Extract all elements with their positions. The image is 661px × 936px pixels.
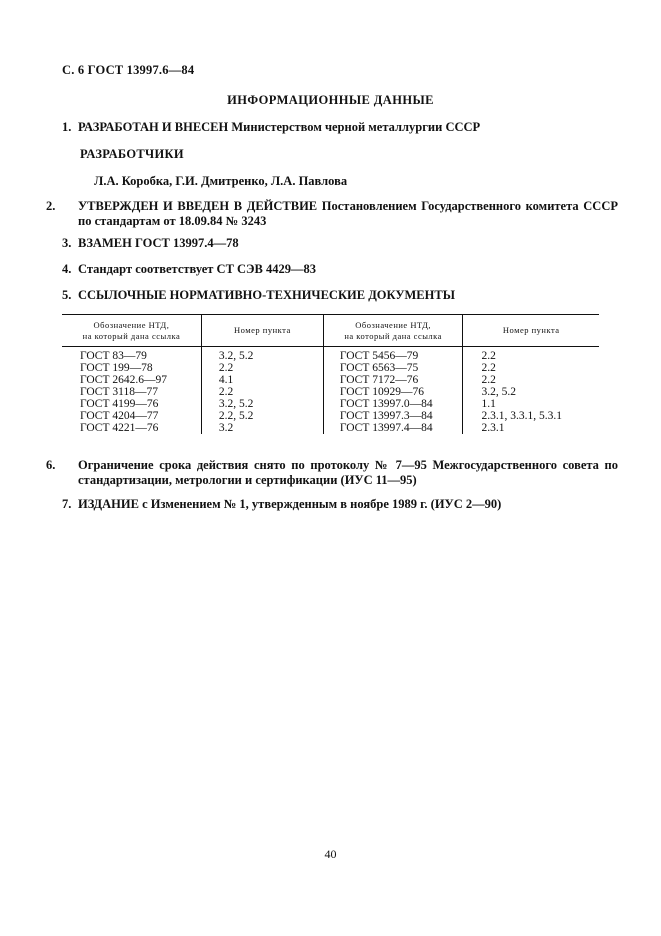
ntd-cell: ГОСТ 5456—79	[323, 347, 463, 363]
section-title: ИНФОРМАЦИОННЫЕ ДАННЫЕ	[227, 93, 434, 107]
item-text: ВЗАМЕН ГОСТ 13997.4—78	[78, 236, 239, 250]
table-header-row	[62, 315, 599, 347]
header-point-right: Номер пункта	[463, 315, 599, 347]
developers-label: РАЗРАБОТЧИКИ	[80, 147, 184, 161]
point-cell: 3.2, 5.2	[481, 386, 516, 398]
header-ntd-line2: на который дана ссылка	[344, 330, 442, 341]
item-text: УТВЕРЖДЕН И ВВЕДЕН В ДЕЙСТВИЕ Постановлением Государственного комитета СССР по стандартам от 18.09.84 № 3243	[78, 199, 618, 228]
item-2	[46, 199, 618, 229]
item-number: 6.	[46, 458, 56, 472]
table-row	[62, 410, 599, 422]
header-ntd-line2: на который дана ссылка	[82, 330, 181, 341]
point-cell: 3.2, 5.2	[201, 398, 323, 410]
point-cell: 2.2	[201, 362, 323, 374]
item-number: 7.	[62, 497, 72, 511]
item-3	[62, 236, 602, 251]
table-row	[62, 374, 599, 386]
page-number: 40	[324, 847, 337, 861]
item-1	[62, 120, 602, 135]
ntd-cell: ГОСТ 13997.4—84	[323, 422, 463, 434]
ntd-cell: ГОСТ 4221—76	[62, 422, 201, 434]
ntd-cell: ГОСТ 7172—76	[323, 374, 463, 386]
item-text: ССЫЛОЧНЫЕ НОРМАТИВНО-ТЕХНИЧЕСКИЕ ДОКУМЕНТЫ	[78, 288, 455, 302]
header-ntd-left	[62, 315, 201, 347]
table-row	[62, 362, 599, 374]
item-text: ИЗДАНИЕ с Изменением № 1, утвержденным в ноябре 1989 г. (ИУС 2—90)	[78, 497, 502, 511]
header-ntd-right	[323, 315, 463, 347]
ntd-cell: ГОСТ 10929—76	[323, 386, 463, 398]
point-cell: 3.2, 5.2	[201, 347, 323, 363]
ntd-cell: ГОСТ 83—79	[62, 347, 201, 363]
item-7	[62, 497, 602, 512]
item-number: 1.	[62, 120, 72, 134]
ntd-cell: ГОСТ 3118—77	[62, 386, 201, 398]
ntd-cell: ГОСТ 13997.3—84	[323, 410, 463, 422]
header-ntd-line1: Обозначение НТД,	[93, 319, 170, 330]
table-row	[62, 386, 599, 398]
header-point-left: Номер пункта	[201, 315, 323, 347]
item-number: 2.	[46, 199, 56, 213]
point-cell: 2.2	[481, 362, 496, 374]
ntd-cell: ГОСТ 4204—77	[62, 410, 201, 422]
item-text: РАЗРАБОТАН И ВНЕСЕН Министерством черной металлургии СССР	[78, 120, 481, 134]
ntd-cell: ГОСТ 4199—76	[62, 398, 201, 410]
point-cell: 2.3.1, 3.3.1, 5.3.1	[481, 410, 562, 422]
ntd-cell: ГОСТ 13997.0—84	[323, 398, 463, 410]
point-cell: 4.1	[201, 374, 323, 386]
developers-names: Л.А. Коробка, Г.И. Дмитренко, Л.А. Павлова	[94, 174, 348, 188]
table-row	[62, 347, 599, 363]
item-number: 4.	[62, 262, 72, 276]
point-cell: 2.2, 5.2	[201, 410, 323, 422]
point-cell: 1.1	[481, 398, 496, 410]
item-6	[46, 458, 618, 488]
ntd-cell: ГОСТ 199—78	[62, 362, 201, 374]
item-number: 3.	[62, 236, 72, 250]
item-5	[62, 288, 602, 303]
point-cell: 2.2	[481, 350, 496, 362]
ntd-cell: ГОСТ 6563—75	[323, 362, 463, 374]
item-4	[62, 262, 602, 277]
item-text: Стандарт соответствует СТ СЭВ 4429—83	[78, 262, 316, 276]
point-cell: 2.3.1	[481, 422, 505, 434]
table-row	[62, 422, 599, 434]
point-cell: 2.2	[481, 374, 496, 386]
point-cell: 2.2	[201, 386, 323, 398]
reference-table	[62, 314, 599, 434]
item-text: Ограничение срока действия снято по протоколу № 7—95 Межгосударственного совета по стандартизации, метрологии и сертификации (ИУС 11—95)	[78, 458, 618, 487]
page-header: С. 6 ГОСТ 13997.6—84	[62, 63, 195, 77]
header-ntd-line1: Обозначение НТД,	[355, 319, 432, 330]
item-number: 5.	[62, 288, 72, 302]
point-cell: 3.2	[201, 422, 323, 434]
ntd-cell: ГОСТ 2642.6—97	[62, 374, 201, 386]
table-row	[62, 398, 599, 410]
